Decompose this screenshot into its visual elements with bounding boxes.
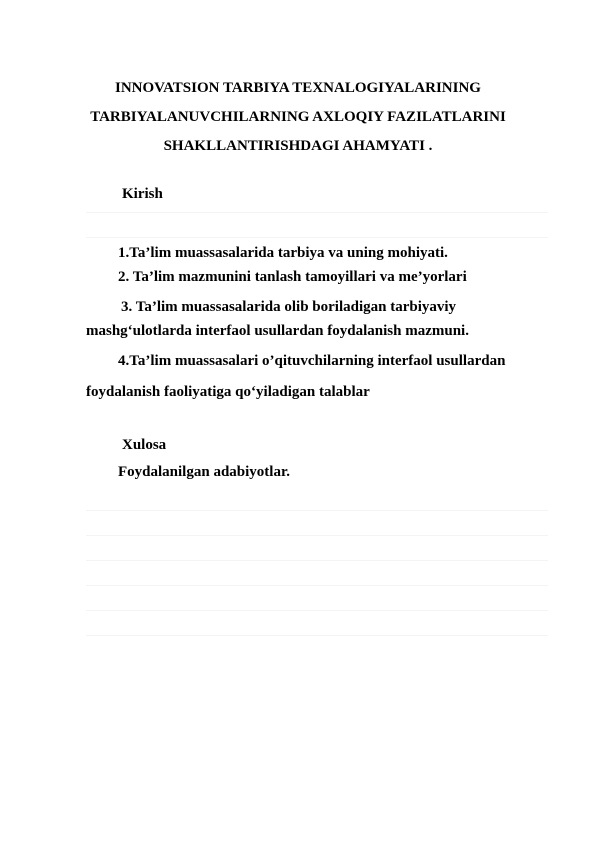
section-item-3-line-2: mashg‘ulotlarda interfaol usullardan foydalanish mazmuni. [86, 323, 469, 339]
section-item-4-line-1: 4.Ta’lim muassasalari o’qituvchilarning interfaol usullardan [118, 353, 506, 369]
faint-rule [86, 237, 548, 238]
section-references: Foydalanilgan adabiyotlar. [118, 464, 290, 480]
title-line-2: TARBIYALANUVCHILARNING AXLOQIY FAZILATLARINI [90, 109, 506, 125]
faint-rule [86, 635, 548, 636]
faint-rule [86, 535, 548, 536]
section-intro: Kirish [122, 186, 163, 202]
faint-rule [86, 585, 548, 586]
title-line-3: SHAKLLANTIRISHDAGI AHAMYATI . [163, 138, 433, 154]
section-item-4-line-2: foydalanish faoliyatiga qo‘yiladigan talablar [86, 384, 370, 400]
faint-rule [86, 212, 548, 213]
faint-rule [86, 610, 548, 611]
faint-rule [86, 560, 548, 561]
faint-rule [86, 510, 548, 511]
title-line-1: INNOVATSION TARBIYA TEXNALOGIYALARINING [115, 80, 481, 96]
section-item-1: 1.Ta’lim muassasalarida tarbiya va uning mohiyati. [118, 245, 448, 261]
section-item-3-line-1: 3. Ta’lim muassasalarida olib boriladigan tarbiyaviy [121, 299, 457, 315]
section-conclusion: Xulosa [122, 437, 167, 453]
section-item-2: 2. Ta’lim mazmunini tanlash tamoyillari va me’yorlari [118, 269, 467, 285]
